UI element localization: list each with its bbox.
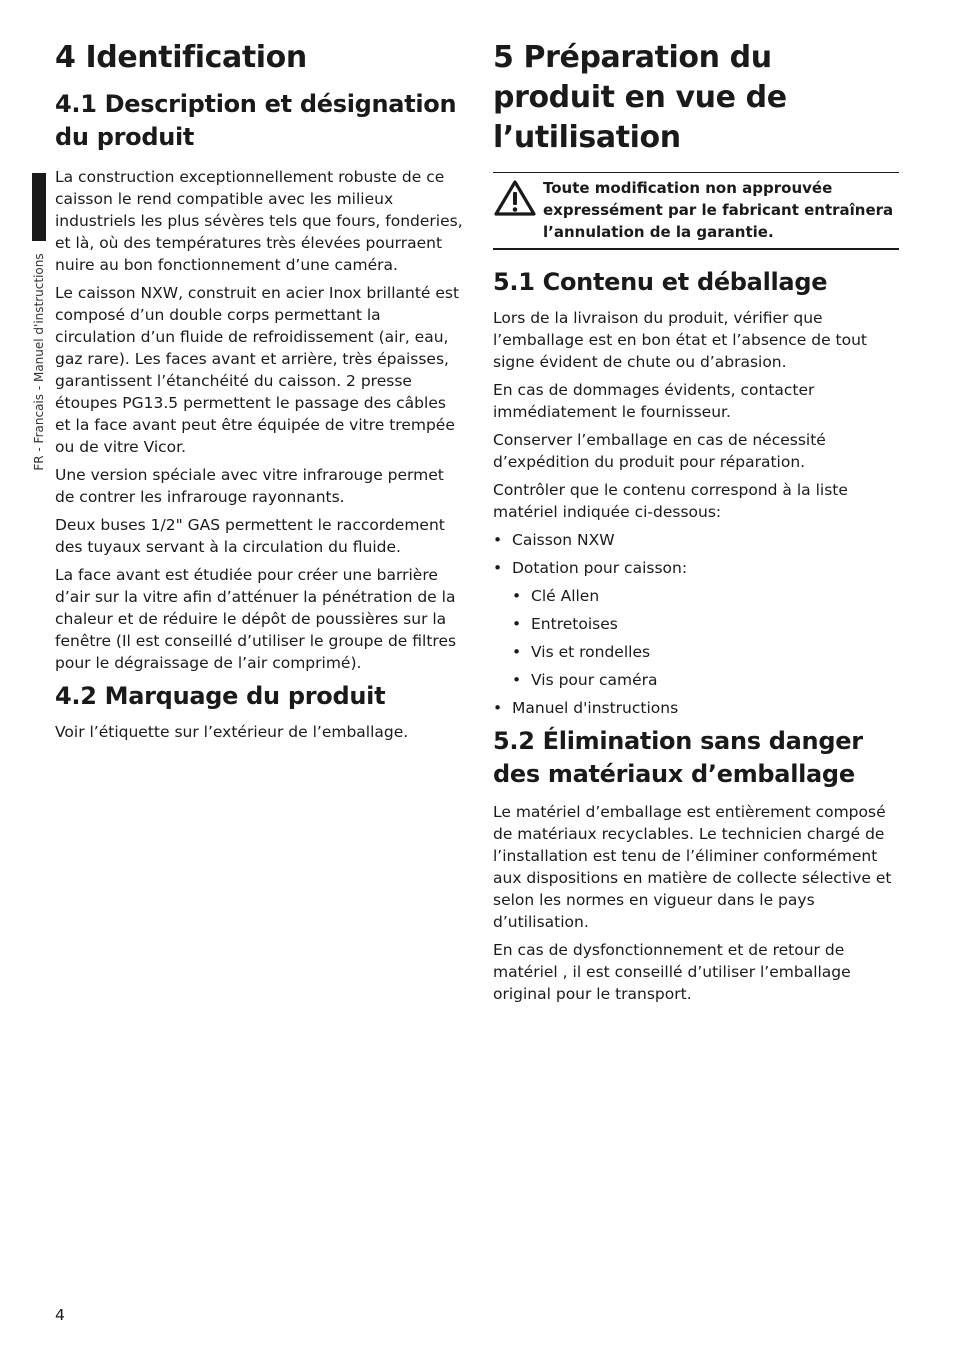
paragraph: En cas de dommages évidents, contacter immédiatement le fournisseur.: [493, 381, 815, 421]
paragraph: Contrôler que le contenu correspond à la liste matériel indiquée ci-dessous:: [493, 481, 848, 521]
list-item: • Vis pour caméra: [493, 669, 899, 691]
paragraph: En cas de dysfonctionnement et de retour de matériel , il est conseillé d’utiliser l’emballage original pour le transport.: [493, 941, 851, 1003]
paragraph: La face avant est étudiée pour créer une barrière d’air sur la vitre afin d’atténuer la pénétration de la chaleur et de réduire le dépôt de poussières sur la fenêtre (Il est conseillé d’utiliser le groupe de filtres pour le dégraissage de l’air comprimé).: [55, 566, 457, 672]
side-tab-marker: [32, 173, 46, 241]
left-column: [55, 38, 463, 749]
paragraph: Deux buses 1/2" GAS permettent le raccordement des tuyaux servant à la circulation du fluide.: [55, 516, 445, 556]
list-item: • Caisson NXW: [493, 529, 899, 551]
right-column: [493, 38, 899, 1011]
list-item: • Clé Allen: [493, 585, 899, 607]
section-5-2-title: 5.2 Élimination sans danger des matériaux d’emballage: [493, 727, 863, 788]
warning-text: Toute modification non approuvée expressément par le fabricant entraînera l’annulation de la garantie.: [543, 179, 894, 241]
paragraph: Conserver l’emballage en cas de nécessité d’expédition du produit pour réparation.: [493, 431, 826, 471]
paragraph: Lors de la livraison du produit, vérifier que l’emballage est en bon état et l’absence de tout signe évident de chute ou d’abrasion.: [493, 309, 868, 371]
warning-triangle-icon: [493, 177, 543, 221]
warning-box: [493, 172, 899, 250]
section-4-1-title: 4.1 Description et désignation du produit: [55, 90, 457, 151]
side-language-label: FR - Francais - Manuel d'instructions: [32, 253, 46, 471]
list-item: • Manuel d'instructions: [493, 697, 899, 719]
chapter-5-title: 5 Préparation du produit en vue de l’utilisation: [493, 40, 787, 155]
paragraph: Le matériel d’emballage est entièrement composé de matériaux recyclables. Le technicien chargé de l’installation est tenu de l’éliminer conformément aux dispositions en matière de collecte sélective et selon les normes en vigueur dans le pays d’utilisation.: [493, 803, 892, 931]
paragraph: Voir l’étiquette sur l’extérieur de l’emballage.: [55, 723, 409, 741]
section-5-1-title: 5.1 Contenu et déballage: [493, 268, 828, 296]
list-item: • Entretoises: [493, 613, 899, 635]
list-item: • Vis et rondelles: [493, 641, 899, 663]
paragraph: Une version spéciale avec vitre infrarouge permet de contrer les infrarouge rayonnants.: [55, 466, 444, 506]
section-4-2-title: 4.2 Marquage du produit: [55, 682, 386, 710]
paragraph: La construction exceptionnellement robuste de ce caisson le rend compatible avec les milieux industriels les plus sévères tels que fours, fonderies, et là, où des températures très élevées pourraent nuire au bon fonctionnement d’une caméra.: [55, 168, 463, 274]
page-number: 4: [55, 1306, 65, 1324]
contents-list: [493, 529, 899, 719]
list-item: • Dotation pour caisson:: [493, 557, 899, 579]
chapter-4-title: 4 Identification: [55, 40, 307, 75]
paragraph: Le caisson NXW, construit en acier Inox brillanté est composé d’un double corps permettant la circulation d’un fluide de refroidissement (air, eau, gaz rare). Les faces avant et arrière, très épaisses, garantissent l’étanchéité du caisson. 2 presse étoupes PG13.5 permettent le passage des câbles et la face avant peut être équipée de vitre trempée ou de vitre Vicor.: [55, 284, 460, 456]
